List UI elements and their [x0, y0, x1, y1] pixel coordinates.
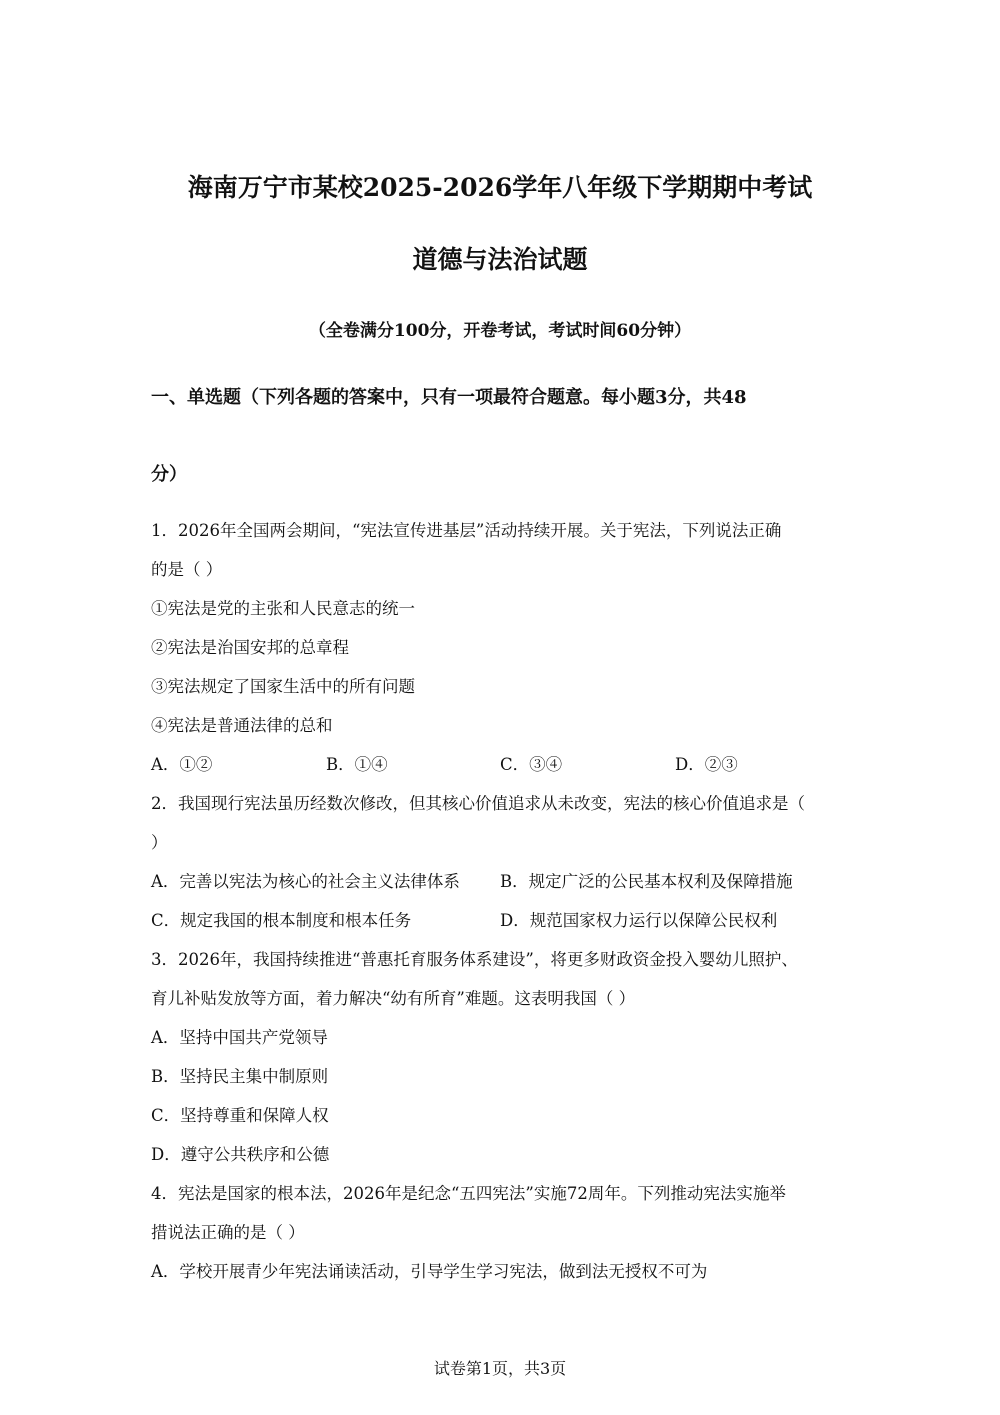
question-1-option-c: C．③④	[500, 755, 563, 774]
question-2-stem: 2．我国现行宪法虽历经数次修改，但其核心价值追求从未改变，宪法的核心价值追求是（	[151, 794, 805, 813]
question-1-option-b: B．①④	[326, 755, 388, 774]
question-1-statement-1: ①宪法是党的主张和人民意志的统一	[151, 599, 415, 618]
question-3-option-c: C．坚持尊重和保障人权	[151, 1106, 329, 1125]
question-1-option-a: A．①②	[151, 755, 213, 774]
question-1-stem: 1．2026年全国两会期间，“宪法宣传进基层”活动持续开展。关于宪法，下列说法正确	[151, 521, 782, 540]
question-2-option-d: D．规范国家权力运行以保障公民权利	[500, 911, 778, 930]
question-3-stem-continued: 育儿补贴发放等方面，着力解决“幼有所育”难题。这表明我国（ ）	[151, 989, 636, 1008]
question-1-statement-2: ②宪法是治国安邦的总章程	[151, 638, 349, 657]
question-1-statement-3: ③宪法规定了国家生活中的所有问题	[151, 677, 415, 696]
question-4-stem-continued: 措说法正确的是（ ）	[151, 1223, 305, 1242]
question-2-option-c: C．规定我国的根本制度和根本任务	[151, 911, 412, 930]
question-3-option-b: B．坚持民主集中制原则	[151, 1067, 329, 1086]
question-1-stem-continued: 的是（ ）	[151, 560, 223, 579]
question-4-stem: 4．宪法是国家的根本法，2026年是纪念“五四宪法”实施72周年。下列推动宪法实施举	[151, 1184, 786, 1203]
question-3-option-a: A．坚持中国共产党领导	[151, 1028, 328, 1047]
exam-note: （全卷满分100分，开卷考试，考试时间60分钟）	[308, 321, 692, 341]
section-heading-continued: 分）	[151, 464, 187, 485]
page-footer: 试卷第1页，共3页	[433, 1359, 567, 1378]
exam-subject-title: 道德与法治试题	[412, 245, 588, 274]
section-heading: 一、单选题（下列各题的答案中，只有一项最符合题意。每小题3分，共48	[151, 387, 747, 408]
question-1-statement-4: ④宪法是普通法律的总和	[151, 716, 333, 735]
exam-title: 海南万宁市某校2025-2026学年八年级下学期期中考试	[187, 173, 813, 202]
question-2-stem-continued: ）	[151, 833, 168, 852]
question-2-option-a: A．完善以宪法为核心的社会主义法律体系	[151, 872, 460, 891]
question-3-stem: 3．2026年，我国持续推进“普惠托育服务体系建设”，将更多财政资金投入婴幼儿照护、	[151, 950, 798, 969]
question-4-option-a: A．学校开展青少年宪法诵读活动，引导学生学习宪法，做到法无授权不可为	[151, 1262, 708, 1281]
question-2-option-b: B．规定广泛的公民基本权利及保障措施	[500, 872, 793, 891]
question-1-option-d: D．②③	[675, 755, 738, 774]
question-3-option-d: D．遵守公共秩序和公德	[151, 1145, 330, 1164]
